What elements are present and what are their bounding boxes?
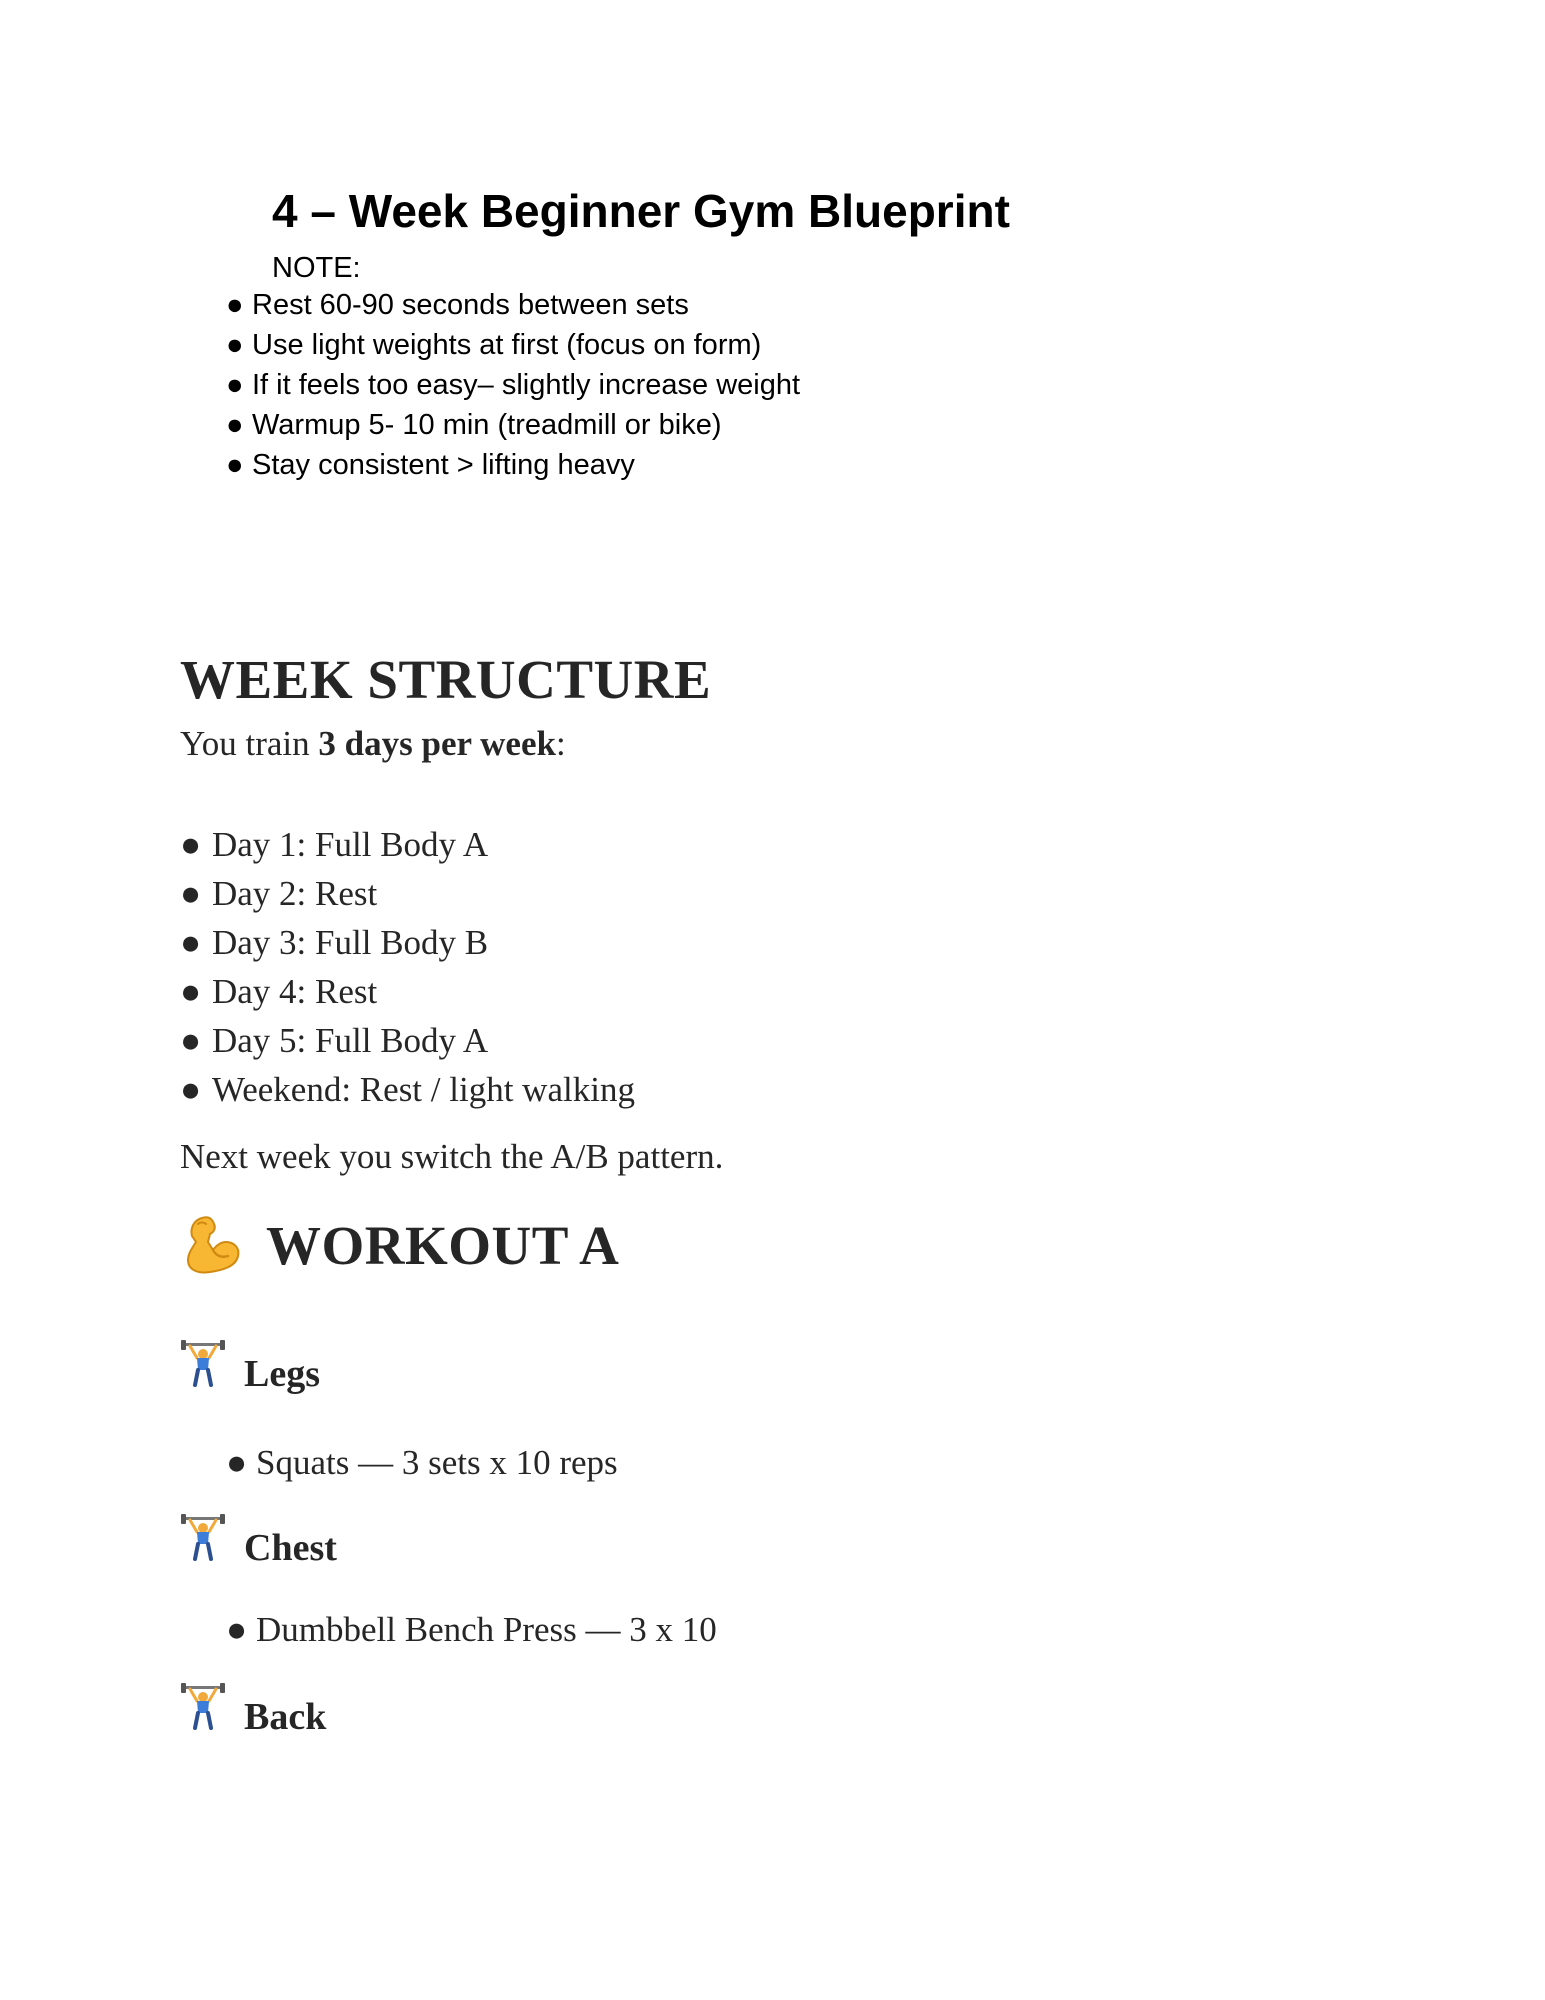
- bullet: ●: [226, 1443, 248, 1482]
- day-item: [180, 918, 635, 967]
- section-title: Legs: [244, 1353, 320, 1395]
- weightlifter-icon: [180, 1514, 226, 1562]
- pattern-switch-note: Next week you switch the A/B pattern.: [180, 1137, 724, 1176]
- bullet: ●: [180, 874, 202, 913]
- week-structure-heading: WEEK STRUCTURE: [180, 649, 712, 710]
- section-heading-chest: [180, 1514, 337, 1570]
- exercise-item: [226, 1610, 717, 1650]
- days-list: [180, 820, 635, 1114]
- section-title: Back: [244, 1696, 327, 1738]
- intro-prefix: You train: [180, 724, 319, 763]
- note-item-text: Use light weights at first (focus on form): [252, 329, 762, 361]
- exercise-text: Dumbbell Bench Press — 3 x 10: [256, 1610, 717, 1649]
- bullet: ●: [180, 1021, 202, 1060]
- day-item-text: Day 4: Rest: [212, 972, 378, 1011]
- weightlifter-icon: [180, 1683, 226, 1731]
- exercise-item: [226, 1443, 618, 1483]
- workout-a-heading: [180, 1212, 619, 1278]
- exercise-text: Squats — 3 sets x 10 reps: [256, 1443, 618, 1482]
- note-label: NOTE:: [272, 252, 361, 284]
- day-item: [180, 869, 635, 918]
- day-item: [180, 820, 635, 869]
- day-item: [180, 967, 635, 1016]
- day-item-text: Day 5: Full Body A: [212, 1021, 489, 1060]
- training-frequency-line: [180, 724, 566, 764]
- bullet: ●: [226, 369, 244, 401]
- section-heading-legs: [180, 1340, 320, 1396]
- day-item: [180, 1065, 635, 1114]
- weightlifter-icon: [180, 1340, 226, 1388]
- note-item: [226, 285, 800, 325]
- day-item-text: Day 2: Rest: [212, 874, 378, 913]
- day-item-text: Day 1: Full Body A: [212, 825, 489, 864]
- intro-suffix: :: [555, 724, 566, 763]
- bullet: ●: [226, 449, 244, 481]
- note-item: [226, 445, 800, 485]
- flexed-biceps-icon: [180, 1212, 244, 1278]
- bullet: ●: [180, 1070, 202, 1109]
- section-heading-back: [180, 1683, 326, 1739]
- bullet: ●: [226, 289, 244, 321]
- workout-a-heading-text: WORKOUT A: [266, 1214, 620, 1276]
- note-item: [226, 405, 800, 445]
- bullet: ●: [226, 329, 244, 361]
- day-item: [180, 1016, 635, 1065]
- note-item: [226, 325, 800, 365]
- intro-bold: 3 days per week: [318, 724, 556, 763]
- bullet: ●: [226, 1610, 248, 1649]
- bullet: ●: [180, 923, 202, 962]
- day-item-text: Day 3: Full Body B: [212, 923, 489, 962]
- page-title: 4 – Week Beginner Gym Blueprint: [272, 185, 1010, 237]
- note-item-text: Stay consistent > lifting heavy: [252, 449, 635, 481]
- bullet: ●: [180, 825, 202, 864]
- section-title: Chest: [244, 1527, 337, 1569]
- note-item-text: Warmup 5- 10 min (treadmill or bike): [252, 409, 722, 441]
- note-list: [226, 285, 800, 485]
- bullet: ●: [180, 972, 202, 1011]
- bullet: ●: [226, 409, 244, 441]
- note-item: [226, 365, 800, 405]
- day-item-text: Weekend: Rest / light walking: [212, 1070, 635, 1109]
- note-item-text: Rest 60-90 seconds between sets: [252, 289, 689, 321]
- note-item-text: If it feels too easy– slightly increase weight: [252, 369, 801, 401]
